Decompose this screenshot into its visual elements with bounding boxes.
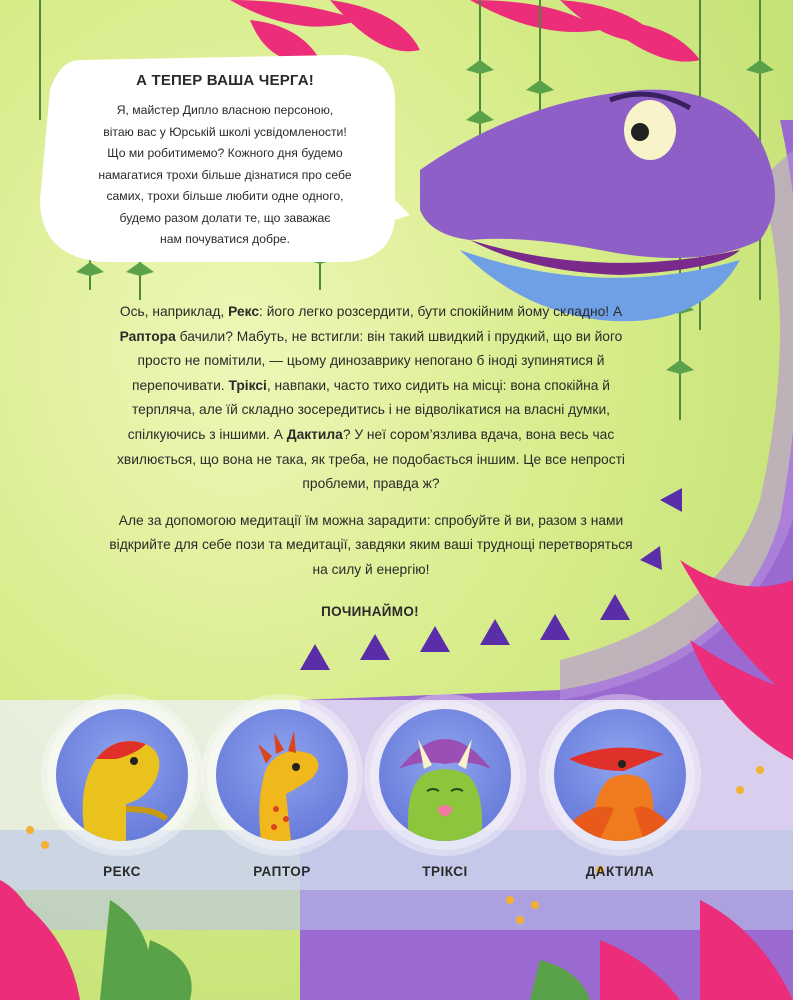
story-text [100, 300, 642, 595]
speech-bubble [58, 56, 392, 256]
bubble-title: А ТЕПЕР ВАША ЧЕРГА! [136, 72, 314, 89]
bubble-line: вітаю вас у Юрській школі усвідомлености! [103, 124, 347, 139]
bubble-line: нам почуватися добре. [160, 232, 290, 246]
character-raptor [202, 700, 362, 879]
rex-illustration [56, 709, 188, 841]
bubble-line: будемо разом долати те, що заважає [119, 210, 331, 225]
bubble-line: Я, майстер Дипло власною персоною, [116, 103, 334, 117]
bubble-line: самих, трохи більше любити одне одного, [106, 189, 344, 203]
character-name: ТРІКСІ [422, 864, 468, 879]
bubble-line: Що ми робитимемо? Кожного дня будемо [107, 146, 343, 160]
character-name: РЕКС [103, 864, 141, 879]
name-trixie: Тріксі [228, 377, 267, 393]
dactyl-illustration [554, 709, 686, 841]
name-rex: Рекс [228, 304, 260, 319]
story-paragraph-1: Ось, наприклад, Рекс: його легко розсердити, бути спокійним йому складно! А Раптора бачили? Мабуть, не встигли: він такий швидкий і прудкий, що ви його просто не помітили, — цьому динозаврику непогано б іноді зупинятися й перепочивати. Тріксі, навпаки, часто тихо сидить на місці: вона спокійна й терпляча, але їй складно зосередитись і не відволікатися на власні думки, спілкуючись з іншими. А Дактила? У неї сором’язлива вдача, вона весь час хвилюється, що вона не така, як треба, не подобається іншим. Це все непрості проблеми, правда ж? [116, 304, 625, 492]
character-name: РАПТОР [253, 864, 311, 879]
name-dactyl: Дактила [286, 426, 343, 442]
call-to-action: ПОЧИНАЙМО! [321, 604, 419, 619]
bubble-line: намагатися трохи більше дізнатися про себе [98, 167, 352, 182]
trixie-illustration [379, 709, 511, 841]
raptor-illustration [216, 709, 348, 841]
character-dactyl [540, 700, 700, 879]
character-rex [42, 700, 202, 879]
story-paragraph-2: Але за допомогою медитації їм можна зарадити: спробуйте й ви, разом з нами відкрийте для себе пози та медитації, завдяки яким ваші труднощі перетворяться на силу й енергію! [109, 512, 633, 577]
character-trixie [365, 700, 525, 879]
character-name: ДАКТИЛА [585, 864, 655, 879]
name-raptor: Раптора [119, 328, 176, 344]
bubble-text [76, 100, 374, 251]
